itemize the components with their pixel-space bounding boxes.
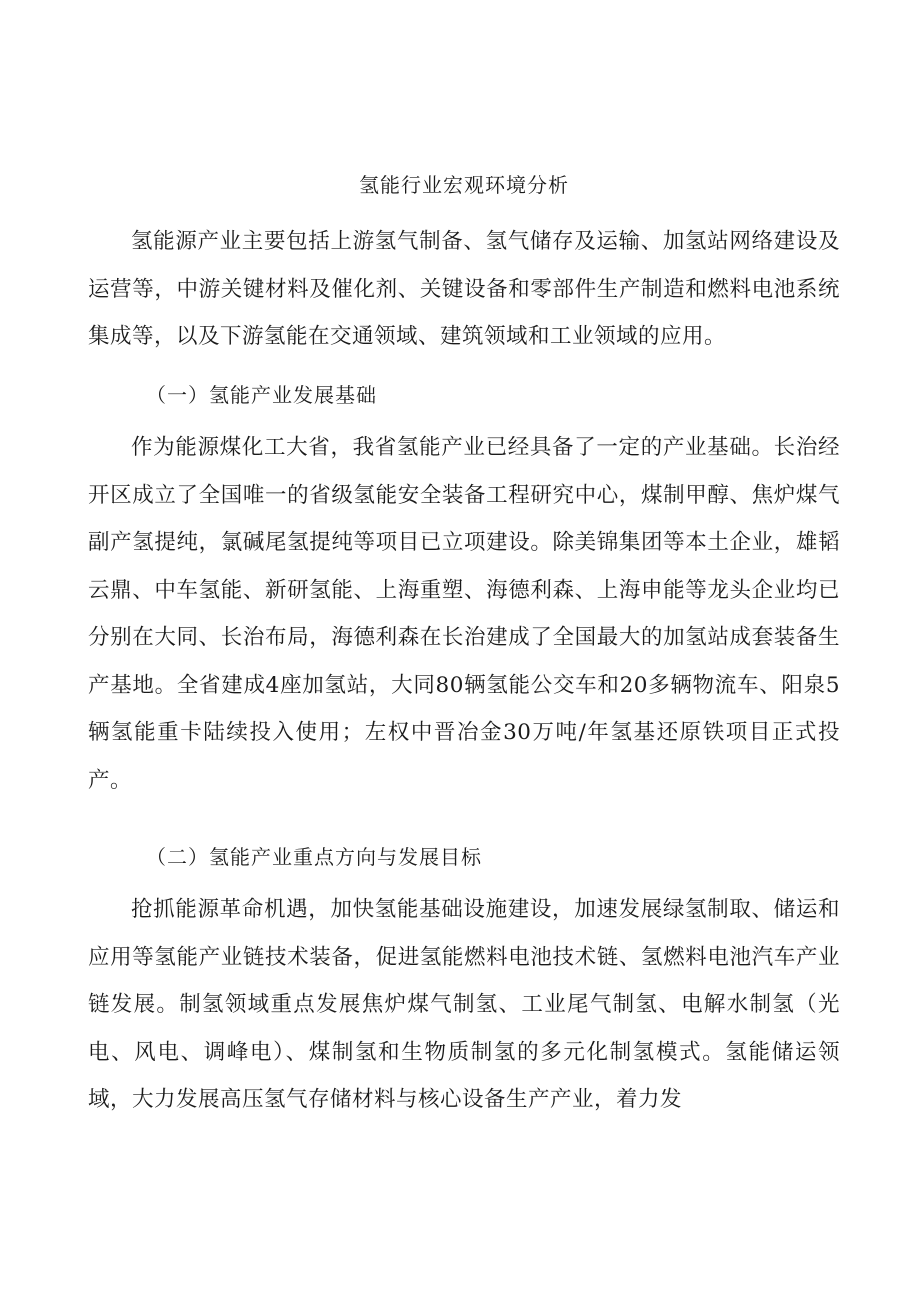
section-heading-development-basis: （一）氢能产业发展基础 xyxy=(146,383,377,407)
section-heading-key-directions: （二）氢能产业重点方向与发展目标 xyxy=(146,845,482,869)
paragraph-development-basis: 作为能源煤化工大省，我省氢能产业已经具备了一定的产业基础。长治经开区成立了全国唯一的省级氢能安全装备工程研究中心，煤制甲醇、焦炉煤气副产氢提纯，氯碱尾氢提纯等项目已立项建设。除美锦集团等本土企业，雄韬云鼎、中车氢能、新研氢能、上海重塑、海德利森、上海申能等龙头企业均已分别在大同、长治布局，海德利森在长治建成了全国最大的加氢站成套装备生产基地。全省建成4座加氢站，大同80辆氢能公交车和20多辆物流车、阳泉5辆氢能重卡陆续投入使用；左权中晋冶金30万吨/年氢基还原铁项目正式投产。 xyxy=(88,435,840,793)
paragraph-industry-overview: 氢能源产业主要包括上游氢气制备、氢气储存及运输、加氢站网络建设及运营等，中游关键材料及催化剂、关键设备和零部件生产制造和燃料电池系统集成等，以及下游氢能在交通领域、建筑领域和工业领域的应用。 xyxy=(88,229,840,349)
paragraph-key-directions: 抢抓能源革命机遇，加快氢能基础设施建设，加速发展绿氢制取、储运和应用等氢能产业链技术装备，促进氢能燃料电池技术链、氢燃料电池汽车产业链发展。制氢领域重点发展焦炉煤气制氢、工业尾气制氢、电解水制氢（光电、风电、调峰电）、煤制氢和生物质制氢的多元化制氢模式。氢能储运领域，大力发展高压氢气存储材料与核心设备生产产业，着力发 xyxy=(88,897,840,1112)
document-title: 氢能行业宏观环境分析 xyxy=(359,173,569,197)
